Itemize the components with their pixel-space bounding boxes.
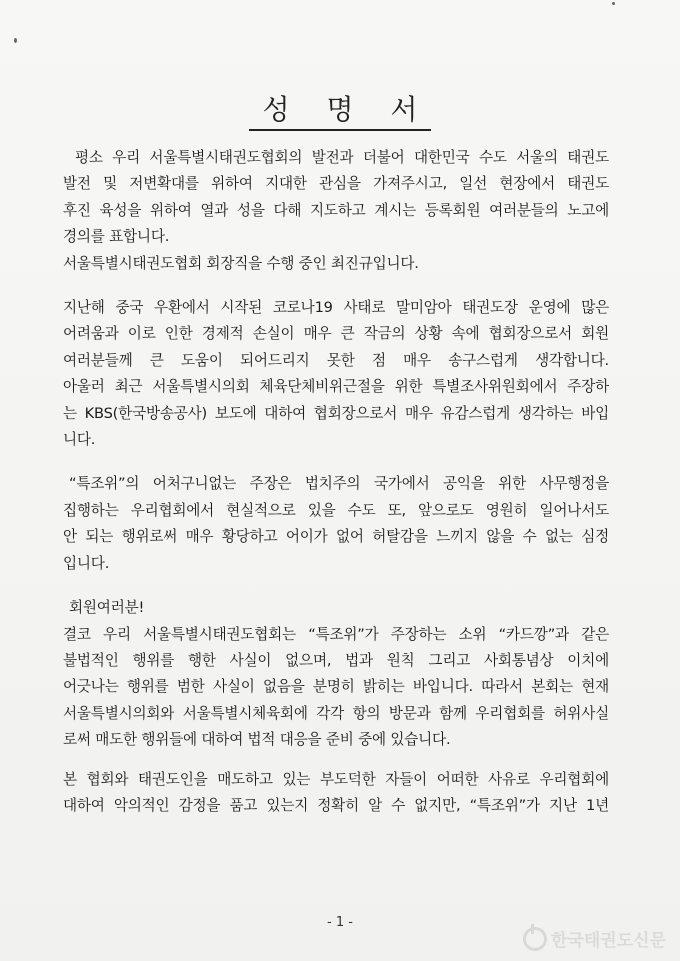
text-line: “특조위”의 어처구니없는 주장은 법치주의 국가에서 공익을 위한 사무행정을 — [69, 475, 609, 493]
document-title — [0, 88, 680, 128]
watermark-logo-icon — [523, 927, 547, 951]
text-line: 후진 육성을 위하여 열과 성을 다해 지도하고 계시는 등록회원 여러분들의 노고에 — [63, 201, 609, 219]
text-line: 는 KBS(한국방송공사) 보도에 대하여 협회장으로서 매우 유감스럽게 생각하는 바입 — [63, 404, 609, 422]
text-line: 서울특별시의회와 서울특별시체육회에 각각 항의 방문과 함께 우리협회를 허위사실 — [63, 704, 609, 722]
text-line: 니다. — [63, 431, 96, 449]
text-line: 안 되는 행위로써 매우 황당하고 어이가 없어 허탈감을 느끼지 않을 수 없는 심정 — [63, 528, 609, 546]
watermark-text: 한국태권도신문 — [551, 931, 666, 951]
paragraph — [63, 595, 609, 753]
text-line: 발전 및 저변확대를 위하여 지대한 관심을 가져주시고, 일선 현장에서 태권도 — [63, 175, 609, 193]
paragraph-gap — [63, 754, 609, 767]
text-line: 본 협회와 태권도인을 매도하고 있는 부도덕한 자들이 어떠한 사유로 우리협회에 — [63, 770, 609, 788]
text-line: 집행하는 우리협회에서 현실적으로 있을 수도 또, 앞으로도 영원히 일어나서도 — [63, 501, 609, 519]
text-line: 어긋나는 행위를 범한 사실이 없음을 분명히 밝히는 바입니다. 따라서 본회는 현재 — [63, 678, 609, 696]
paragraph-gap — [63, 577, 609, 595]
title-text: 성 명 서 — [249, 93, 432, 131]
paragraph — [63, 767, 609, 820]
text-line: 입니다. — [63, 554, 110, 572]
text-line: 불법적인 행위를 행한 사실이 없으며, 법과 원칙 그리고 사회통념상 이치에 — [63, 651, 609, 669]
text-line: 로써 매도한 행위들에 대하여 법적 대응을 준비 중에 있습니다. — [63, 731, 451, 749]
text-line: 대하여 악의적인 감정을 품고 있는지 정확히 알 수 없지만, “특조위”가 지난 1년 — [63, 796, 609, 814]
page-number: - 1 - — [327, 915, 353, 930]
scan-speck — [14, 38, 17, 43]
text-line: 어려움과 이로 인한 경제적 손실이 매우 큰 작금의 상황 속에 협회장으로서 회원 — [63, 325, 609, 343]
paragraph — [63, 295, 609, 453]
document-body — [63, 145, 609, 819]
paragraph-gap — [63, 453, 609, 471]
paragraph-gap — [63, 277, 609, 295]
text-line: 평소 우리 서울특별시태권도협회의 발전과 더불어 대한민국 수도 서울의 태권도 — [75, 149, 609, 166]
text-line: 경의를 표합니다. — [63, 228, 170, 246]
paragraph — [63, 145, 609, 277]
text-line: 서울특별시태권도협회 회장직을 수행 중인 최진규입니다. — [63, 254, 419, 272]
text-line: 회원여러분! — [69, 599, 145, 617]
text-line: 지난해 중국 우환에서 시작된 코로나19 사태로 말미암아 태권도장 운영에 많은 — [63, 299, 609, 317]
text-line: 여러분들께 큰 도움이 되어드리지 못한 점 매우 송구스럽게 생각합니다. — [63, 351, 609, 369]
watermark — [523, 926, 666, 951]
text-line: 아울러 최근 서울특별시의회 체육단체비위근절을 위한 특별조사위원회에서 주장하 — [63, 378, 609, 396]
paragraph — [63, 471, 609, 577]
scan-speck — [612, 2, 615, 5]
text-line: 결코 우리 서울특별시태권도협회는 “특조위”가 주장하는 소위 “카드깡”과 같은 — [63, 625, 609, 643]
